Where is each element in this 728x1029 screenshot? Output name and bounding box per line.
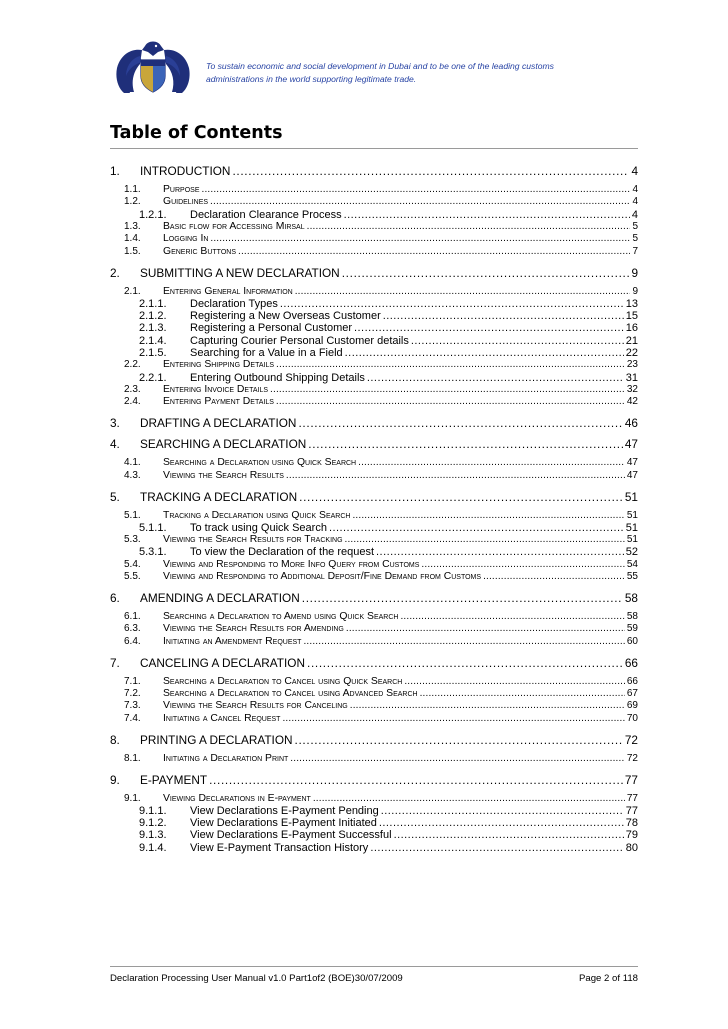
- toc-entry[interactable]: [0, 656, 728, 670]
- toc-entry[interactable]: [0, 841, 728, 855]
- toc-entry[interactable]: [0, 752, 728, 766]
- toc-entry-title: Viewing the Search Results for Tracking: [163, 534, 343, 546]
- toc-entry-number: 4.1.: [124, 457, 141, 469]
- toc-entry[interactable]: [0, 164, 728, 178]
- toc-entry-page: 47: [626, 457, 638, 469]
- toc-entry-title: PRINTING A DECLARATION: [140, 732, 293, 747]
- motto-line-2: administrations in the world supporting legitimate trade.: [206, 73, 417, 84]
- toc-entry-title: Searching a Declaration using Quick Search: [163, 457, 357, 469]
- toc-entry-page: 79: [625, 829, 638, 842]
- toc-entry-page: 77: [624, 772, 638, 787]
- toc-entry-page: 52: [625, 546, 638, 559]
- toc-dot-leader: [282, 712, 624, 726]
- toc-entry-title: Capturing Courier Personal Customer details: [190, 334, 409, 347]
- toc-entry-page: 54: [626, 558, 638, 570]
- toc-entry-title: Searching a Declaration to Amend using Quick Search: [163, 611, 399, 622]
- toc-entry-number: 2.: [110, 265, 120, 280]
- toc-entry-title: Entering Shipping Details: [163, 359, 275, 371]
- toc-entry-page: 13: [625, 297, 638, 310]
- toc-entry-page: 31: [625, 371, 638, 384]
- toc-entry-number: 1.: [110, 164, 120, 178]
- toc-entry-number: 2.2.1.: [139, 371, 167, 384]
- toc-entry-page: 55: [626, 571, 638, 582]
- toc-dot-leader: [307, 656, 623, 670]
- toc-entry-page: 51: [624, 489, 638, 504]
- toc-entry-number: 7.4.: [124, 712, 141, 724]
- toc-dot-leader: [286, 469, 625, 483]
- toc-entry[interactable]: [0, 712, 728, 726]
- toc-entry-number: 2.2.: [124, 359, 141, 371]
- toc-entry[interactable]: [0, 635, 728, 649]
- toc-entry-page: 22: [625, 347, 638, 359]
- toc-entry-number: 1.1.: [124, 184, 141, 195]
- toc-entry-title: CANCELING A DECLARATION: [140, 655, 305, 670]
- toc-entry-title: Viewing the Search Results for Canceling: [163, 700, 348, 712]
- toc-entry-title: View E-Payment Transaction History: [190, 841, 369, 854]
- toc-entry-number: 5.4.: [124, 558, 141, 570]
- toc-entry-page: 5: [632, 233, 638, 245]
- toc-entry-page: 77: [625, 804, 638, 817]
- toc-entry-title: SUBMITTING A NEW DECLARATION: [140, 265, 340, 280]
- toc-entry-number: 2.4.: [124, 396, 141, 408]
- toc-entry[interactable]: [0, 591, 728, 605]
- toc-entry-number: 5.1.1.: [139, 521, 167, 534]
- toc-entry-page: 69: [626, 700, 638, 712]
- toc-dot-leader: [295, 733, 623, 747]
- toc-dot-leader: [299, 490, 623, 504]
- toc-entry-number: 7.3.: [124, 700, 141, 712]
- toc-entry-title: Initiating a Cancel Request: [163, 712, 281, 724]
- toc-entry-number: 1.3.: [124, 220, 141, 232]
- toc-dot-leader: [302, 591, 623, 605]
- toc-entry-number: 2.3.: [124, 383, 141, 395]
- toc-entry-page: 70: [626, 712, 638, 724]
- motto-line-1: To sustain economic and social development in Dubai and to be one of the leading customs: [206, 61, 554, 71]
- toc-entry-page: 23: [626, 359, 638, 371]
- toc-entry-title: Searching a Declaration to Cancel using Advanced Search: [163, 687, 418, 699]
- toc-entry-title: Registering a Personal Customer: [190, 322, 353, 335]
- toc-entry-page: 42: [626, 396, 638, 408]
- toc-entry-number: 5.3.1.: [139, 546, 167, 559]
- toc-entry-title: Logging In: [163, 233, 209, 245]
- toc-dot-leader: [276, 395, 625, 409]
- toc-dot-leader: [483, 570, 625, 584]
- toc-entry-page: 78: [625, 817, 638, 830]
- toc-dot-leader: [342, 266, 630, 280]
- toc-entry-title: Guidelines: [163, 196, 209, 208]
- toc-entry-page: 67: [626, 687, 638, 699]
- toc-entry-title: DRAFTING A DECLARATION: [140, 416, 297, 431]
- toc-entry[interactable]: [0, 437, 728, 451]
- toc-entry-page: 58: [626, 611, 638, 622]
- toc-entry[interactable]: [0, 490, 728, 504]
- toc-entry-number: 4.: [110, 437, 120, 452]
- toc-entry-page: 72: [626, 752, 638, 764]
- toc-entry-number: 6.3.: [124, 623, 141, 635]
- toc-entry-number: 3.: [110, 416, 120, 431]
- toc-entry-title: Viewing Declarations in E-payment: [163, 792, 311, 804]
- toc-entry-number: 5.5.: [124, 571, 141, 582]
- toc-entry-page: 4: [631, 208, 638, 221]
- toc-entry-page: 16: [625, 322, 638, 335]
- toc-entry-page: 21: [625, 334, 638, 347]
- toc-entry-page: 58: [624, 591, 638, 605]
- footer-page-number: Page 2 of 118: [578, 973, 638, 984]
- toc-entry-number: 2.1.4.: [139, 334, 167, 347]
- toc-entry-title: SEARCHING A DECLARATION: [140, 437, 307, 452]
- toc-entry-title: E-PAYMENT: [140, 772, 208, 787]
- toc-dot-leader: [303, 635, 624, 649]
- toc-entry-title: View Declarations E-Payment Initiated: [190, 817, 377, 830]
- footer-document-info: Declaration Processing User Manual v1.0 Part1of2 (BOE)30/07/2009: [110, 973, 403, 984]
- toc-entry-title: TRACKING A DECLARATION: [140, 489, 298, 504]
- toc-entry-title: Viewing and Responding to Additional Deposit/Fine Demand from Customs: [163, 571, 482, 582]
- toc-entry[interactable]: [0, 395, 728, 409]
- toc-entry-number: 7.1.: [124, 675, 141, 687]
- toc-entry-number: 9.1.2.: [139, 817, 167, 830]
- toc-entry-number: 9.: [110, 772, 120, 787]
- toc-entry-page: 15: [625, 310, 638, 323]
- toc-entry-title: Viewing the Search Results: [163, 469, 284, 481]
- toc-entry-page: 4: [631, 164, 638, 178]
- toc-entry-title: Initiating an Amendment Request: [163, 635, 302, 647]
- toc-entry-number: 1.2.1.: [139, 208, 167, 221]
- toc-entry-page: 7: [632, 245, 638, 257]
- toc-entry-number: 1.5.: [124, 245, 141, 257]
- toc-entry-page: 5: [632, 220, 638, 232]
- toc-entry-number: 1.2.: [124, 196, 141, 208]
- toc-entry-title: Declaration Types: [190, 297, 278, 310]
- toc-entry-page: 9: [631, 265, 638, 280]
- toc-entry-number: 6.: [110, 591, 120, 605]
- toc-dot-leader: [238, 245, 630, 259]
- toc-entry[interactable]: [0, 416, 728, 430]
- toc-entry-page: 66: [626, 675, 638, 687]
- toc-entry-number: 5.1.: [124, 509, 141, 521]
- toc-entry-page: 66: [624, 655, 638, 670]
- toc-entry-title: Entering Invoice Details: [163, 383, 269, 395]
- toc-entry-title: Searching a Declaration to Cancel using Quick Search: [163, 675, 403, 687]
- toc-entry-number: 5.: [110, 489, 120, 504]
- toc-entry-title: Tracking a Declaration using Quick Search: [163, 509, 351, 521]
- toc-entry-number: 9.1.1.: [139, 804, 167, 817]
- toc-entry-number: 5.3.: [124, 534, 141, 546]
- toc-entry-number: 2.1.2.: [139, 310, 167, 323]
- toc-title: Table of Contents: [110, 123, 283, 143]
- footer-divider: [110, 966, 638, 967]
- toc-entry-page: 4: [632, 196, 638, 208]
- toc-entry-page: 4: [632, 184, 638, 195]
- toc-entry-title: Declaration Clearance Process: [190, 208, 342, 221]
- toc-entry[interactable]: [0, 266, 728, 280]
- toc-dot-leader: [232, 164, 629, 178]
- toc-entry-title: Initiating a Declaration Print: [163, 752, 289, 764]
- toc-entry-title: To track using Quick Search: [190, 521, 327, 534]
- toc-entry-title: Generic Buttons: [163, 245, 236, 257]
- toc-entry-number: 6.4.: [124, 635, 141, 647]
- toc-entry-number: 8.: [110, 732, 120, 747]
- toc-entry-page: 77: [626, 792, 638, 804]
- toc-entry-number: 6.1.: [124, 611, 141, 622]
- toc-entry-page: 32: [626, 383, 638, 395]
- toc-entry-title: AMENDING A DECLARATION: [140, 591, 300, 605]
- toc-entry-page: 51: [626, 534, 638, 546]
- toc-entry-page: 51: [626, 509, 638, 521]
- toc-entry-number: 2.1.1.: [139, 297, 167, 310]
- toc-entry-page: 47: [626, 469, 638, 481]
- toc-entry-number: 8.1.: [124, 752, 141, 764]
- toc-dot-leader: [209, 773, 623, 787]
- toc-entry-number: 7.2.: [124, 687, 141, 699]
- toc-entry-page: 80: [625, 841, 638, 854]
- toc-entry-title: View Declarations E-Payment Successful: [190, 829, 392, 842]
- toc-entry-title: Searching for a Value in a Field: [190, 347, 343, 359]
- toc-entry-title: Entering Payment Details: [163, 396, 274, 408]
- toc-entry[interactable]: [0, 570, 728, 584]
- toc-entry-number: 1.4.: [124, 233, 141, 245]
- toc-entry-page: 51: [625, 521, 638, 534]
- toc-dot-leader: [298, 416, 622, 430]
- toc-entry-title: Entering General Information: [163, 285, 293, 297]
- toc-entry-page: 9: [632, 285, 638, 297]
- toc-entry-title: Viewing the Search Results for Amending: [163, 623, 344, 635]
- toc-entry-number: 9.1.3.: [139, 829, 167, 842]
- toc-entry-number: 2.1.: [124, 285, 141, 297]
- toc-entry-title: View Declarations E-Payment Pending: [190, 804, 379, 817]
- toc-entry-page: 60: [626, 635, 638, 647]
- toc-entry-title: INTRODUCTION: [140, 164, 231, 178]
- toc-entry-number: 9.1.4.: [139, 841, 167, 854]
- toc-entry-title: Viewing and Responding to More Info Query from Customs: [163, 558, 420, 570]
- toc-entry[interactable]: [0, 733, 728, 747]
- toc-entry-page: 47: [624, 437, 638, 452]
- toc-entry-title: Registering a New Overseas Customer: [190, 310, 381, 323]
- toc-entry-number: 2.1.3.: [139, 322, 167, 335]
- toc-entry[interactable]: [0, 773, 728, 787]
- toc-entry-number: 7.: [110, 655, 120, 670]
- toc-entry-title: Purpose: [163, 184, 200, 195]
- toc-entry-number: 2.1.5.: [139, 347, 167, 359]
- toc-entry-page: 59: [626, 623, 638, 635]
- toc-entry-title: Entering Outbound Shipping Details: [190, 371, 365, 384]
- toc-entry-title: To view the Declaration of the request: [190, 546, 375, 559]
- toc-dot-leader: [290, 752, 625, 766]
- toc-entry-title: Basic flow for Accessing Mirsal: [163, 220, 305, 232]
- toc-entry-number: 9.1.: [124, 792, 141, 804]
- toc-entry-number: 4.3.: [124, 469, 141, 481]
- toc-entry[interactable]: [0, 245, 728, 259]
- toc-entry-page: 72: [624, 732, 638, 747]
- toc-dot-leader: [308, 437, 623, 451]
- toc-entry-page: 46: [624, 416, 638, 431]
- toc-entry[interactable]: [0, 469, 728, 483]
- toc-dot-leader: [370, 841, 623, 855]
